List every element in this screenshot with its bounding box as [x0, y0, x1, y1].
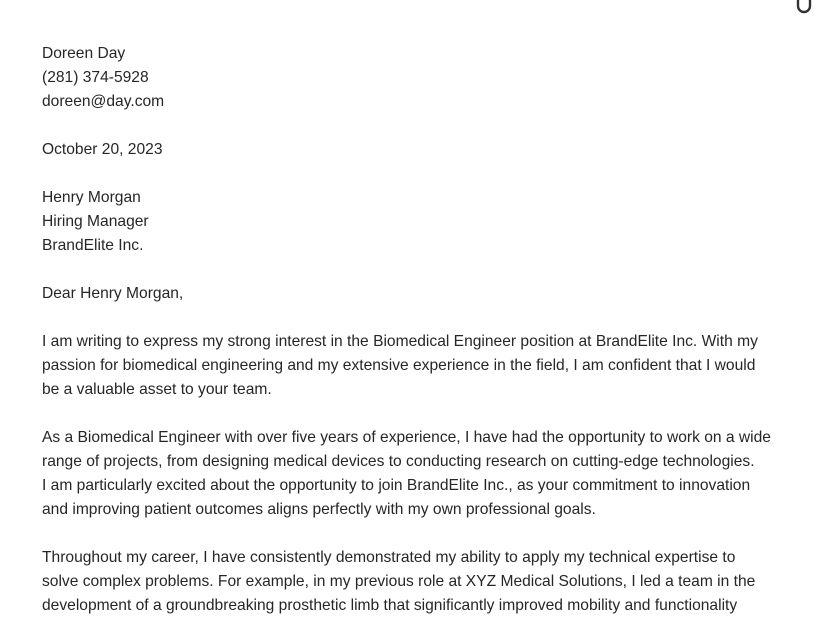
attachment-icon[interactable] — [796, 0, 812, 14]
recipient-name: Henry Morgan — [42, 189, 141, 206]
paragraph-line: development of a groundbreaking prosthetic limb that significantly improved mobility and functionality — [42, 597, 738, 614]
paragraph-line: I am writing to express my strong interest in the Biomedical Engineer position at BrandElite Inc. With my — [42, 333, 758, 350]
recipient-block — [42, 186, 822, 258]
salutation: Dear Henry Morgan, — [42, 285, 184, 302]
paragraph-line: Throughout my career, I have consistently demonstrated my ability to apply my technical expertise to — [42, 549, 736, 566]
paragraph-1 — [42, 330, 822, 402]
paragraph-line: range of projects, from designing medical devices to conducting research on cutting-edge technologies. — [42, 453, 755, 470]
paragraph-3 — [42, 546, 822, 618]
recipient-company: BrandElite Inc. — [42, 237, 144, 254]
sender-block — [42, 42, 822, 114]
paragraph-line: solve complex problems. For example, in my previous role at XYZ Medical Solutions, I led a team in the — [42, 573, 756, 590]
date-block — [42, 138, 822, 162]
sender-phone: (281) 374-5928 — [42, 69, 149, 86]
sender-name: Doreen Day — [42, 45, 126, 62]
cover-letter — [42, 42, 822, 642]
paragraph-line: As a Biomedical Engineer with over five years of experience, I have had the opportunity to work on a wide — [42, 429, 771, 446]
letter-date: October 20, 2023 — [42, 141, 163, 158]
paragraph-line: passion for biomedical engineering and my extensive experience in the field, I am confident that I would — [42, 357, 756, 374]
paragraph-line: and improving patient outcomes aligns perfectly with my own professional goals. — [42, 501, 596, 518]
paragraph-line: I am particularly excited about the opportunity to join BrandElite Inc., as your commitment to innovation — [42, 477, 751, 494]
paragraph-2 — [42, 426, 822, 522]
paragraph-line: be a valuable asset to your team. — [42, 381, 272, 398]
sender-email: doreen@day.com — [42, 93, 165, 110]
salutation-block — [42, 282, 822, 306]
recipient-title: Hiring Manager — [42, 213, 149, 230]
